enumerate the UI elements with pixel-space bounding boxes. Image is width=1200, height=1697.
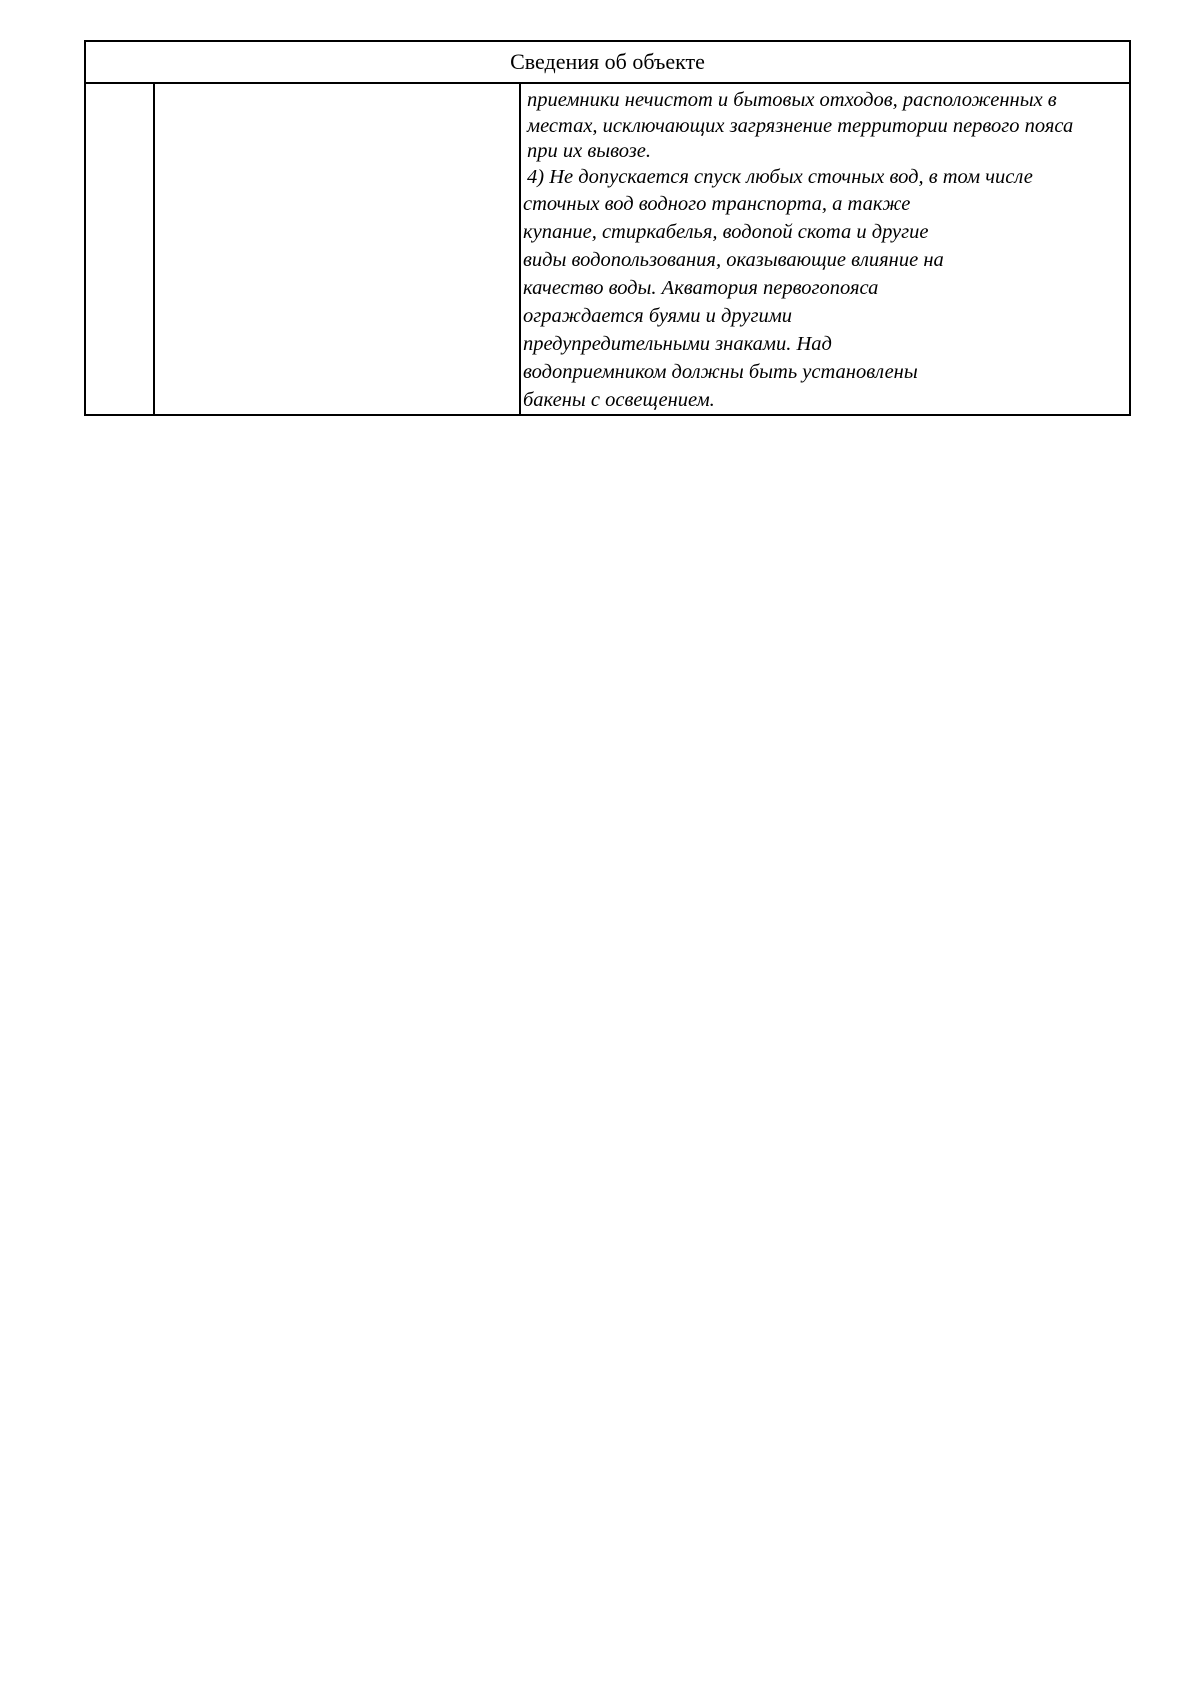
text-line: водоприемником должны быть установлены — [523, 361, 918, 383]
text-line: бакены с освещением. — [523, 389, 715, 411]
row-name-cell — [155, 84, 521, 414]
table-header: Сведения об объекте — [86, 42, 1129, 84]
row-text-cell — [521, 84, 1129, 414]
text-line: предупредительными знаками. Над — [523, 333, 832, 355]
table-row — [86, 84, 1129, 414]
text-line: местах, исключающих загрязнение территории первого пояса — [527, 114, 1074, 137]
text-line: сточных вод водного транспорта, а также — [523, 193, 911, 215]
text-line: купание, стиркабелья, водопой скота и другие — [523, 221, 929, 243]
row-number-cell — [86, 84, 155, 414]
text-line: приемники нечистот и бытовых отходов, расположенных в — [527, 89, 1057, 111]
object-info-table — [84, 40, 1131, 416]
text-line: 4) Не допускается спуск любых сточных вод, в том числе — [527, 165, 1033, 188]
text-line: качество воды. Акватория первогопояса — [523, 277, 879, 299]
text-line: ограждается буями и другими — [523, 305, 793, 327]
text-line: виды водопользования, оказывающие влияние на — [523, 249, 944, 271]
text-line: при их вывозе. — [527, 140, 651, 162]
